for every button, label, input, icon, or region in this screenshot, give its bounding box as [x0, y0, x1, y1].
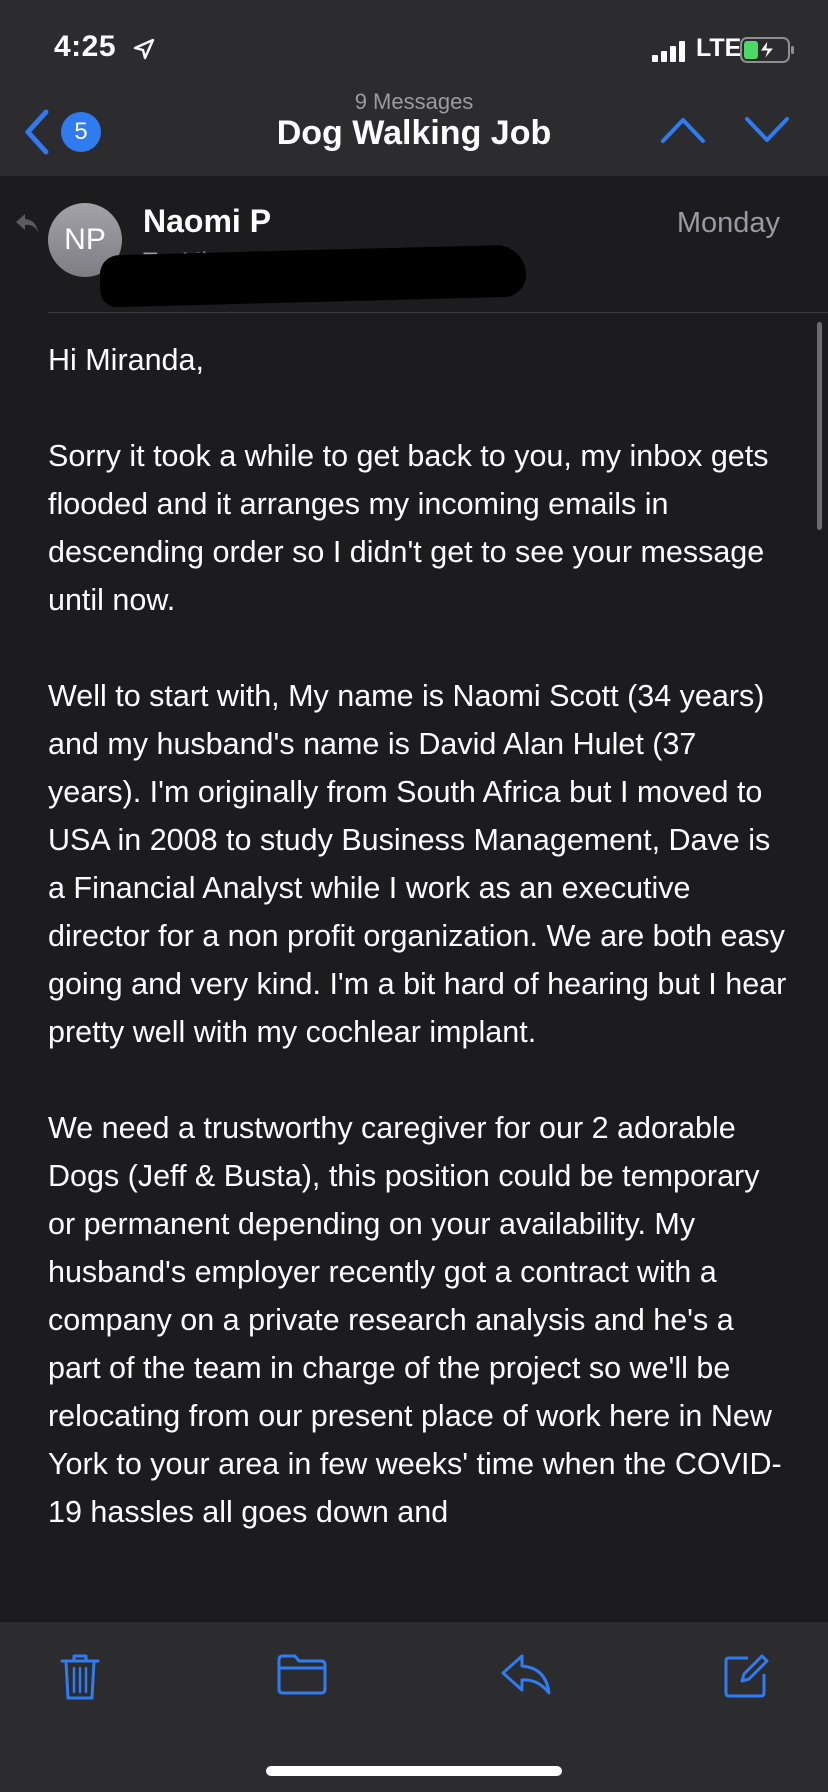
home-indicator[interactable] [266, 1766, 562, 1776]
compose-icon[interactable] [722, 1652, 770, 1700]
unread-badge[interactable]: 5 [61, 112, 101, 152]
next-message-chevron-down-icon[interactable] [744, 116, 790, 144]
sender-name[interactable]: Naomi P [143, 203, 272, 239]
previous-message-chevron-up-icon[interactable] [660, 116, 706, 144]
folder-icon[interactable] [276, 1652, 328, 1696]
reply-icon[interactable] [500, 1652, 552, 1696]
network-type: LTE [696, 34, 742, 62]
battery-charging-icon [740, 36, 796, 64]
body-paragraph: We need a trustworthy caregiver for our 2 adorable Dogs (Jeff & Busta), this position could be temporary or permanent depending on your availability. My husband's employer recently got a contract with a company on a private research analysis and he's a part of the team in charge of the project so we'll be relocating from our present place of work here in New York to your area in few weeks' time when the COVID-19 hassles all goes down and [48, 1111, 782, 1529]
message-body [48, 336, 790, 1584]
body-paragraph: Well to start with, My name is Naomi Scott (34 years) and my husband's name is David Alan Hulet (37 years). I'm originally from South Africa but I moved to USA in 2008 to study Business Management, Dave is a Financial Analyst while I work as an executive director for a non profit organization. We are both easy going and very kind. I'm a bit hard of hearing but I hear pretty well with my cochlear implant. [48, 679, 787, 1049]
message-date: Monday [676, 207, 780, 239]
replied-indicator-icon [14, 212, 40, 234]
body-paragraph: Sorry it took a while to get back to you, my inbox gets flooded and it arranges my incoming emails in descending order so I didn't get to see your message until now. [48, 439, 769, 617]
trash-icon[interactable] [58, 1652, 102, 1702]
location-arrow-icon [132, 37, 156, 61]
thread-title: Dog Walking Job [276, 114, 552, 152]
sender-avatar[interactable]: NP [48, 203, 122, 277]
body-paragraph: Hi Miranda, [48, 343, 204, 377]
thread-message-count: 9 Messages [354, 89, 474, 114]
status-time: 4:25 [54, 30, 117, 63]
header-divider [48, 312, 828, 313]
scrollbar[interactable] [817, 322, 822, 530]
redaction-mark [99, 244, 526, 307]
cellular-signal-icon [652, 40, 688, 62]
